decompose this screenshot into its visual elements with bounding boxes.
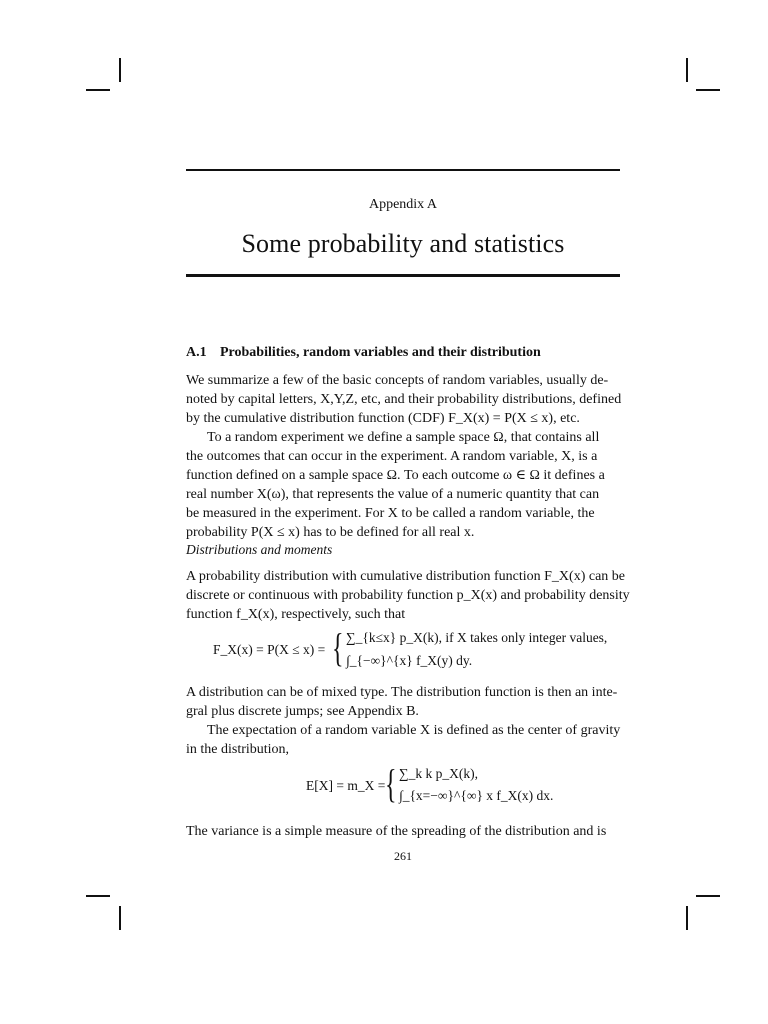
equation-lhs: E[X] = m_X = (306, 778, 386, 793)
section-heading (186, 345, 620, 361)
text-line: noted by capital letters, X,Y,Z, etc, and their probability distributions, defined (186, 392, 622, 407)
appendix-label: Appendix A (368, 197, 438, 212)
crop-mark (696, 89, 720, 91)
header-rule-top (186, 169, 620, 171)
crop-mark (119, 906, 121, 930)
equation-expectation (186, 762, 620, 812)
text-line: A distribution can be of mixed type. The distribution function is then an inte- (186, 685, 618, 700)
paragraph-1 (186, 371, 620, 428)
paragraph-6 (186, 822, 620, 841)
section-number: A.1 (186, 345, 207, 360)
left-brace: { (332, 625, 344, 670)
text-line: discrete or continuous with probability function p_X(x) and probability density (186, 588, 630, 603)
text-line: We summarize a few of the basic concepts of random variables, usually de- (186, 373, 609, 388)
paragraph-5 (186, 721, 620, 759)
paragraph-2 (186, 428, 620, 542)
header-rule-bottom (186, 274, 620, 277)
text-line: the outcomes that can occur in the experiment. A random variable, X, is a (186, 449, 598, 464)
page-number: 261 (394, 849, 412, 863)
crop-mark (686, 906, 688, 930)
text-line: real number X(ω), that represents the value of a numeric quantity that can (186, 487, 600, 502)
equation-case: ∑_k k p_X(k), (399, 766, 478, 781)
crop-mark (696, 895, 720, 897)
chapter-title: Some probability and statistics (241, 229, 565, 258)
text-line: in the distribution, (186, 742, 290, 757)
text-line: probability P(X ≤ x) has to be defined for all real x. (186, 525, 475, 540)
text-line: function f_X(x), respectively, such that (186, 607, 406, 622)
subsection-heading: Distributions and moments (186, 542, 333, 557)
equation-cdf (186, 626, 620, 676)
text-line: gral plus discrete jumps; see Appendix B. (186, 704, 419, 719)
paragraph-4 (186, 683, 620, 721)
crop-mark (119, 58, 121, 82)
text-line: function defined on a sample space Ω. To each outcome ω ∈ Ω it defines a (186, 468, 605, 483)
equation-case: ∫_{−∞}^{x} f_X(y) dy. (346, 653, 473, 668)
equation-lhs: F_X(x) = P(X ≤ x) = (213, 642, 326, 657)
crop-mark (686, 58, 688, 82)
crop-mark (86, 89, 110, 91)
section-title: Probabilities, random variables and their distribution (220, 345, 541, 360)
equation-case: ∫_{x=−∞}^{∞} x f_X(x) dx. (399, 788, 554, 803)
text-line: The variance is a simple measure of the spreading of the distribution and is (186, 824, 607, 839)
text-line: be measured in the experiment. For X to be called a random variable, the (186, 506, 595, 521)
text-line: A probability distribution with cumulative distribution function F_X(x) can be (186, 569, 625, 584)
text-line: The expectation of a random variable X is defined as the center of gravity (207, 723, 621, 738)
paragraph-3 (186, 567, 630, 624)
crop-mark (86, 895, 110, 897)
text-line: by the cumulative distribution function (CDF) F_X(x) = P(X ≤ x), etc. (186, 411, 580, 426)
left-brace: { (385, 761, 397, 806)
text-line: To a random experiment we define a sample space Ω, that contains all (207, 430, 600, 445)
equation-case: ∑_{k≤x} p_X(k), if X takes only integer values, (346, 630, 608, 645)
